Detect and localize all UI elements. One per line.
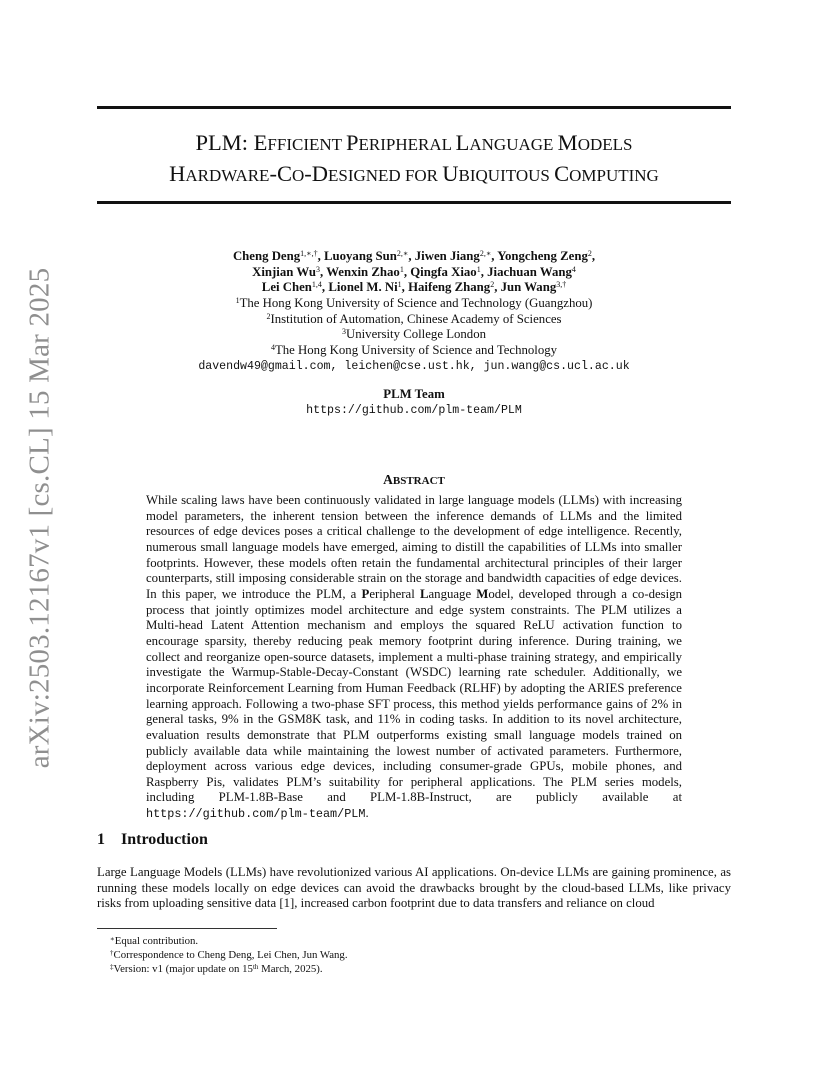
introduction-text: Large Language Models (LLMs) have revolutionized various AI applications. On-device LLMs are gaining prominence, as running these models locally on edge devices can avoid the drawbacks brought by the cloud-based LLMs, like privacy risks from uploading sensitive data [1], increased carbon footprint due to data transfers and reliance on cloud [97, 865, 731, 911]
affiliation: $^4$The Hong Kong University of Science and Technology [270, 343, 558, 358]
team-block [97, 387, 731, 418]
abstract-text: While scaling laws have been continuously validated in large language models (LLMs) with increasing model parameters, the inherent tension between the inference demands of LLMs and the limited resources of edge devices poses a critical challenge to the development of edge intelligence. Recently, numerous small language models have emerged, aiming to distill the capabilities of LLMs into smaller footprints. However, these models often retain the fundamental architectural principles of their larger counterparts, still imposing considerable strain on the storage and bandwidth capacities of edge devices. In this paper, we introduce the PLM, a Peripheral Language Model, developed through a co-design process that jointly optimizes model architecture and edge system constraints. The PLM utilizes a Multi-head Latent Attention mechanism and employs the squared ReLU activation function to encourage sparsity, thereby reducing peak memory footprint during inference. During training, we collect and reorganize open-source datasets, implement a multi-phase training strategy, and empirically investigate the Warmup-Stable-Decay-Constant (WSDC) learning rate scheduler. Additionally, we incorporate Reinforcement Learning from Human Feedback (RLHF) by adopting the ARIES preference learning approach. Following a two-phase SFT process, this method yields performance gains of 2% in general tasks, 9% in the GSM8K task, and 11% in coding tasks. In addition to its novel architecture, evaluation results demonstrate that PLM outperforms existing small language models trained on publicly available data while maintaining the lowest number of activated parameters. Furthermore, deployment across various edge devices, including consumer-grade GPUs, mobile phones, and Raspberry Pis, validates PLM’s suitability for peripheral applications. The PLM series models, including PLM-1.8B-Base and PLM-1.8B-Instruct, are publicly available at https://github.com/plm-team/PLM. [146, 493, 682, 822]
abstract-heading: ABSTRACT [383, 472, 445, 487]
team-url-link[interactable]: https://github.com/plm-team/PLM [306, 403, 522, 417]
footnote-version: ‡Version: v1 (major update on 15th March, 2025). [110, 963, 323, 975]
affiliation: $^3$University College London [341, 327, 487, 342]
affiliation: $^2$Institution of Automation, Chinese Academy of Sciences [266, 311, 562, 326]
footnote-equal-contribution: ∗Equal contribution. [110, 935, 199, 947]
affiliation: $^1$The Hong Kong University of Science and Technology (Guangzhou) [235, 296, 593, 310]
section-heading-introduction: 1 Introduction [97, 831, 208, 848]
title-bottom-rule [97, 201, 731, 204]
author-emails: davendw49@gmail.com, leichen@cse.ust.hk, jun.wang@cs.ucl.ac.uk [198, 359, 630, 373]
team-name: PLM Team [383, 387, 445, 401]
title-line-2: HARDWARE-CO-DESIGNED FOR UBIQUITOUS COMPUTING [169, 161, 659, 186]
title-line-1: PLM: EFFICIENT PERIPHERAL LANGUAGE MODELS [195, 130, 633, 155]
abstract-url-link[interactable]: https://github.com/plm-team/PLM [146, 807, 366, 822]
arxiv-side-stamp: arXiv:2503.12167v1 [cs.CL] 15 Mar 2025 [23, 267, 56, 769]
title-top-rule [97, 106, 731, 109]
affiliations [97, 296, 731, 375]
author-list: Cheng Deng$^{1,∗,\dagger}$, Luoyang Sun$^{2,∗}$, Jiwen Jiang$^{2,∗}$, Yongcheng Zeng$^2$, Xinjian Wu$^3$, Wenxin Zhao$^1$, Qingfa Xiao$^1$, Jiachuan Wang$^4$ Lei Chen$^{1,4}$, Lionel M. Ni$^1$, Haifeng Zhang$^2$, Jun Wang$^{3,\dagger}$ [232, 249, 596, 295]
footnote-rule [97, 928, 277, 929]
footnote-correspondence: †Correspondence to Cheng Deng, Lei Chen, Jun Wang. [110, 949, 348, 961]
paper-title [97, 128, 731, 190]
